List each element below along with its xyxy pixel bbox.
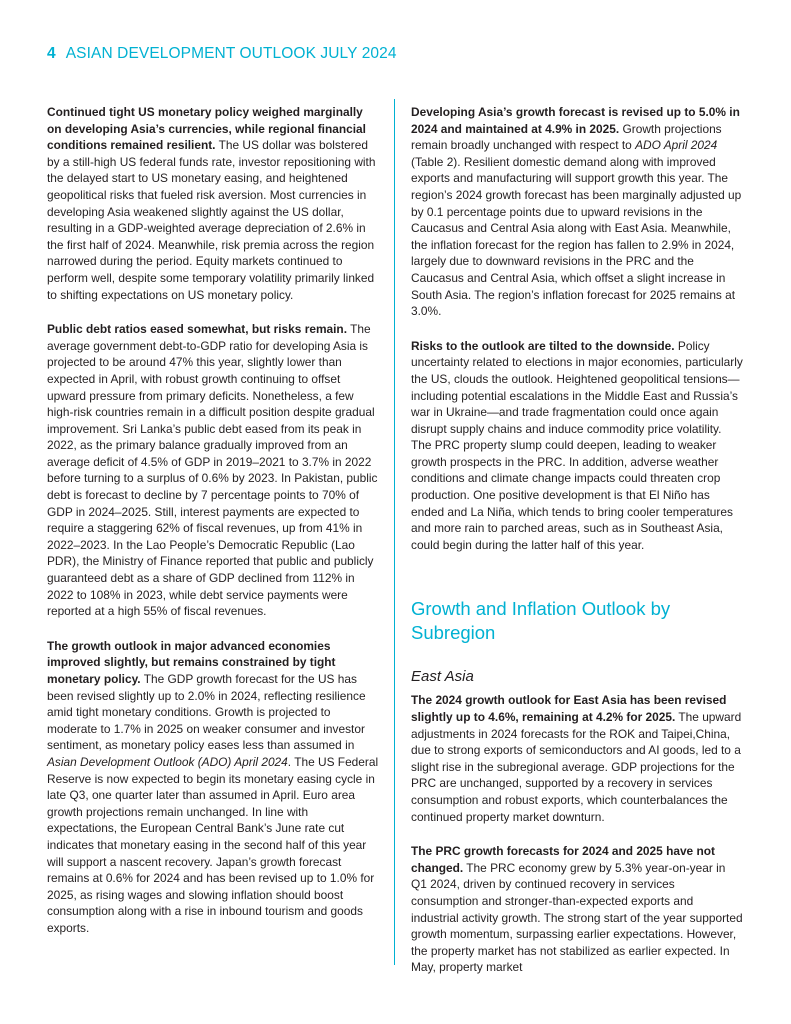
paragraph-body: . The US Federal Reserve is now expected to begin its monetary easing cycle in late Q3, one quarter later than assumed in April. Euro area growth projections remain unchanged. In line with expectations, the European Central Bank’s June rate cut indicates that monetary easing in the second half of this year will support a nascent recovery. Japan’s growth forecast remains at 0.6% for 2024 and has been revised up to 1.0% for 2025, as rising wages and slowing inflation should boost consumption along with a rise in inbound tourism and goods exports. [47, 754, 379, 935]
running-header [47, 45, 397, 63]
paragraph-body: Growth projections remain broadly unchanged with respect to [411, 121, 722, 153]
paragraph-body: The US dollar was bolstered by a still-high US federal funds rate, investor repositioning with the delayed start to US monetary easing, and heightened geopolitical risks that fueled risk aversion. Most currencies in developing Asia weakened slightly against the US dollar, resulting in a GDP-weighted average depreciation of 2.6% in the first half of 2024. Meanwhile, risk premia across the region narrowed during the period. Equity markets continued to perform well, despite some temporary volatility primarily linked to shifting expectations on US monetary policy. [47, 138, 376, 302]
paragraph-lead: Developing Asia’s growth forecast is revised up to 5.0% in 2024 and maintained at 4.9% in 2025. [411, 105, 740, 136]
paragraph-prc [411, 843, 744, 976]
publication-title: ASIAN DEVELOPMENT OUTLOOK JULY 2024 [65, 45, 397, 62]
paragraph-east-asia [411, 692, 744, 825]
paragraph-body: (Table 2). Resilient domestic demand along with improved exports and manufacturing will support growth this year. The region’s 2024 growth forecast has been marginally adjusted up by 0.1 percentage points due to upward revisions in the Caucasus and Central Asia along with East Asia. Meanwhile, the inflation forecast for the region has fallen to 2.9% in 2024, largely due to downward revisions in the PRC and the Caucasus and Central Asia, which offset a slight increase in South Asia. The region’s inflation forecast for 2025 remains at 3.0%. [411, 154, 742, 319]
paragraph-body: The average government debt-to-GDP ratio for developing Asia is projected to be around 47% this year, slightly lower than expected in April, with robust growth continuing to offset upward pressure from primary deficits. Nonetheless, a few high-risk countries remain in a difficult position despite gradual improvement. Sri Lanka’s public debt eased from its peak in 2022, as the primary balance gradually improved from an average deficit of 4.5% of GDP in 2019–2021 to 3.7% in 2022 before turning to a surplus of 0.6% by 2023. In Pakistan, public debt is forecast to decline by 7 percentage points to 70% of GDP in 2024–2025. Still, interest payments are expected to require a staggering 62% of fiscal revenues, up from 41% in 2022–2023. In the Lao People’s Democratic Republic (Lao PDR), the Ministry of Finance reported that public and publicly guaranteed debt as a share of GDP declined from 112% in 2022 to 108% in 2023, while debt service payments were reported at a high 55% of fiscal revenues. [47, 322, 378, 619]
page-number: 4 [47, 45, 56, 62]
subsection-heading: East Asia [411, 668, 474, 686]
paragraph-body: Policy uncertainty related to elections in major economies, particularly the US, clouds the outlook. Heightened geopolitical tensions—including potential escalations in the Middle East and Russia’s war in Ukraine—and trade fragmentation could once again disrupt supply chains and induce commodity price volatility. The PRC property slump could deepen, leading to weaker growth prospects in the PRC. In addition, adverse weather conditions and climate change impacts could threaten crop production. One positive development is that El Niño has ended and La Niña, which tends to bring cooler temperatures and more rain to parched areas, such as in Southeast Asia, could begin during the latter half of this year. [411, 338, 743, 552]
left-column [47, 104, 380, 955]
paragraph-lead: Continued tight US monetary policy weighed marginally on developing Asia’s currencies, while regional financial conditions remained resilient. [47, 105, 366, 153]
paragraph-currencies [47, 104, 380, 303]
paragraph-lead: The 2024 growth outlook for East Asia has been revised slightly up to 4.6%, remaining at 4.2% for 2025. [411, 693, 727, 725]
paragraph-growth-forecast [411, 104, 744, 320]
column-divider [394, 99, 395, 965]
paragraph-body: The upward adjustments in 2024 forecasts for the ROK and Taipei,China, due to strong exports of semiconductors and AI goods, led to a slight rise in the subregional average. GDP projections for the PRC are unchanged, supported by a recovery in services consumption and robust exports, which counterbalances the continued property market downturn. [411, 710, 742, 824]
section-heading: Growth and Inflation Outlook by Subregion [411, 598, 671, 644]
publication-reference: ADO April 2024 [635, 138, 718, 153]
paragraph-risks [411, 338, 744, 554]
paragraph-advanced-economies [47, 638, 380, 937]
paragraph-lead: The PRC growth forecasts for 2024 and 2025 have not changed. [411, 844, 715, 875]
paragraph-public-debt [47, 321, 380, 620]
paragraph-body: The GDP growth forecast for the US has been revised slightly up to 2.0% in 2024, reflecting resilience amid tight monetary conditions. Growth is projected to moderate to 1.7% in 2025 on weaker consumer and investor sentiment, as monetary policy eases less than assumed in [47, 672, 366, 753]
publication-reference: Asian Development Outlook (ADO) April 2024 [47, 754, 288, 769]
paragraph-lead: Risks to the outlook are tilted to the downside. [411, 338, 675, 353]
paragraph-lead: Public debt ratios eased somewhat, but risks remain. [47, 322, 348, 337]
paragraph-body: The PRC economy grew by 5.3% year-on-year in Q1 2024, driven by continued recovery in services consumption and stronger-than-expected exports and industrial activity growth. The strong start of the year supported growth momentum, surpassing earlier expectations. However, the property market has not stabilized as earlier expected. In May, property market [411, 860, 743, 975]
right-column [411, 104, 744, 994]
paragraph-lead: The growth outlook in major advanced economies improved slightly, but remains constrained by tight monetary policy. [47, 638, 336, 686]
